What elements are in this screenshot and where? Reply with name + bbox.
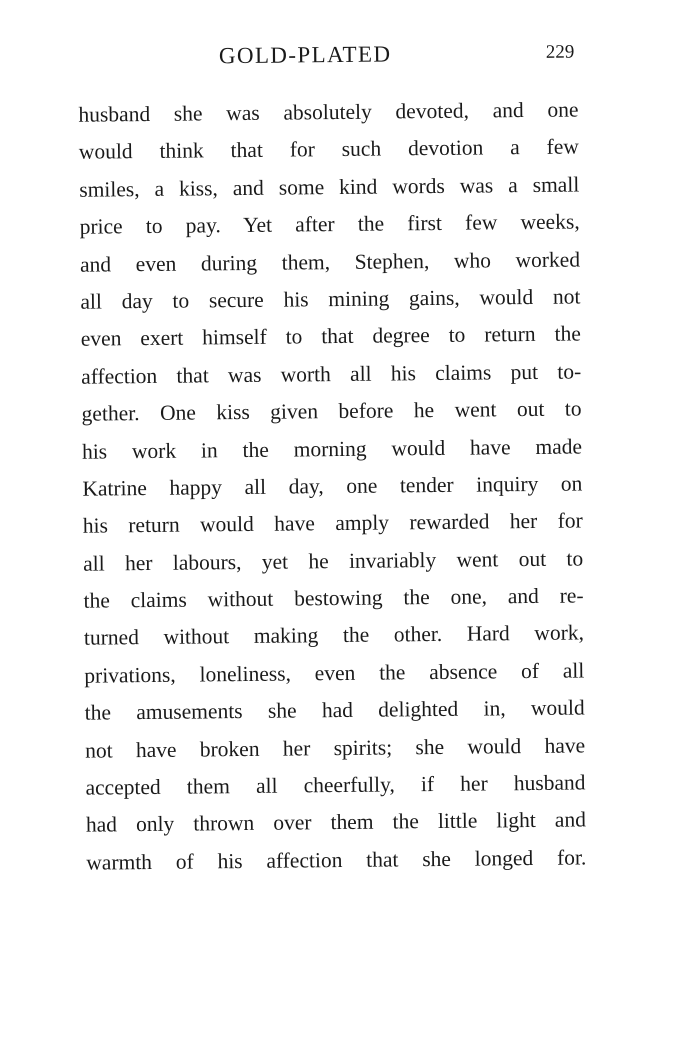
text-line: privations, loneliness, even the absence of all [84, 658, 585, 688]
text-line: Katrine happy all day, one tender inquiry on [82, 471, 583, 501]
text-line: his return would have amply rewarded her for [82, 508, 583, 538]
text-line: the amusements she had delighted in, would [84, 695, 585, 725]
text-line: affection that was worth all his claims put to- [81, 359, 582, 389]
text-line: all day to secure his mining gains, would not [80, 284, 581, 314]
text-line: his work in the morning would have made [81, 433, 583, 464]
text-line: turned without making the other. Hard work, [83, 620, 585, 651]
text-line: husband she was absolutely devoted, and one [78, 97, 579, 127]
text-line: all her labours, yet he invariably went out to [83, 546, 584, 576]
text-line: had only thrown over them the little light and [85, 807, 587, 838]
text-line: not have broken her spirits; she would have [85, 733, 586, 763]
text-line: gether. One kiss given before he went out to [81, 396, 582, 426]
running-head-title: GOLD-PLATED [218, 41, 392, 69]
text-line: accepted them all cheerfully, if her husband [85, 770, 586, 800]
text-line: would think that for such devotion a few [78, 134, 579, 165]
text-line: smiles, a kiss, and some kind words was a small [79, 172, 580, 202]
body-text [78, 91, 586, 881]
text-line: and even during them, Stephen, who worked [79, 247, 581, 277]
text-line: even exert himself to that degree to return the [80, 321, 581, 352]
text-line: price to pay. Yet after the first few weeks, [79, 209, 580, 239]
text-line: warmth of his affection that she longed for. [86, 845, 587, 875]
page-number: 229 [545, 41, 575, 63]
text-line: the claims without bestowing the one, and re- [83, 583, 584, 613]
running-head [0, 38, 678, 79]
